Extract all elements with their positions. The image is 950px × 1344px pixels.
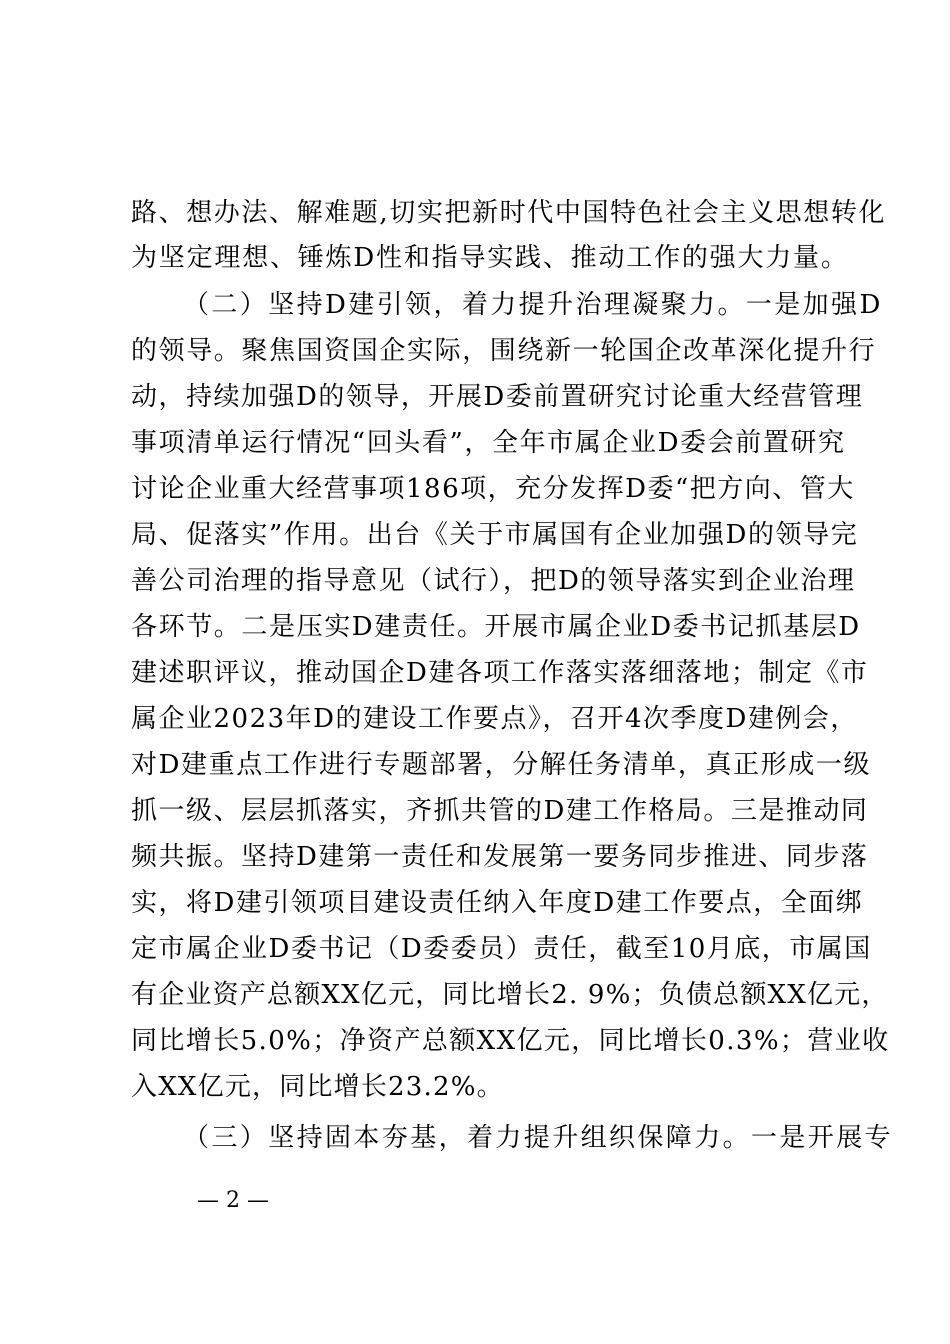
text-line-19: 同比增长5.0%；净资产总额XX亿元，同比增长0.3%；营业收 [131, 1026, 890, 1056]
text-line-14: 抓一级、层层抓落实，齐抓共管的D建工作格局。三是推动同 [131, 796, 869, 826]
text-line-1: 路、想办法、解难题,切实把新时代中国特色社会主义思想转化 [131, 198, 887, 228]
text-line-16: 实，将D建引领项目建设责任纳入年度D建工作要点，全面绑 [131, 888, 864, 918]
text-line-11: 建述职评议，推动国企D建各项工作落实落细落地；制定《市 [131, 658, 869, 688]
text-line-7: 讨论企业重大经营事项186项，充分发挥D委“把方向、管大 [131, 474, 855, 504]
text-line-3: （二）坚持D建引领，着力提升治理凝聚力。一是加强D [183, 290, 883, 320]
text-line-13: 对D建重点工作进行专题部署，分解任务清单，真正形成一级 [131, 750, 872, 780]
text-line-10: 各环节。二是压实D建责任。开展市属企业D委书记抓基层D [131, 612, 861, 642]
text-line-8: 局、促落实”作用。出台《关于市属国有企业加强D的领导完 [131, 520, 859, 550]
text-line-12: 属企业2023年D的建设工作要点》，召开4次季度D建例会， [131, 704, 858, 734]
text-line-6: 事项清单运行情况“回头看”，全年市属企业D委会前置研究 [131, 428, 846, 458]
text-line-2: 为坚定理想、锤炼D性和指导实践、推动工作的强大力量。 [131, 243, 849, 273]
page-number: — 2 — [197, 1188, 269, 1213]
text-line-9: 善公司治理的指导意见（试行），把D的领导落实到企业治理 [131, 566, 856, 596]
text-line-4: 的领导。聚焦国资国企实际，围绕新一轮国企改革深化提升行 [131, 336, 877, 366]
text-line-5: 动，持续加强D的领导，开展D委前置研究讨论重大经营管理 [131, 382, 864, 412]
text-line-20: 入XX亿元，同比增长23.2%。 [131, 1072, 504, 1102]
text-line-17: 定市属企业D委书记（D委委员）责任，截至10月底，市属国 [131, 934, 872, 964]
text-line-18: 有企业资产总额XX亿元，同比增长2. 9%；负债总额XX亿元， [131, 980, 889, 1010]
text-line-21: （三）坚持固本夯基，着力提升组织保障力。一是开展专 [183, 1123, 894, 1153]
text-line-15: 频共振。坚持D建第一责任和发展第一要务同步推进、同步落 [131, 842, 869, 872]
